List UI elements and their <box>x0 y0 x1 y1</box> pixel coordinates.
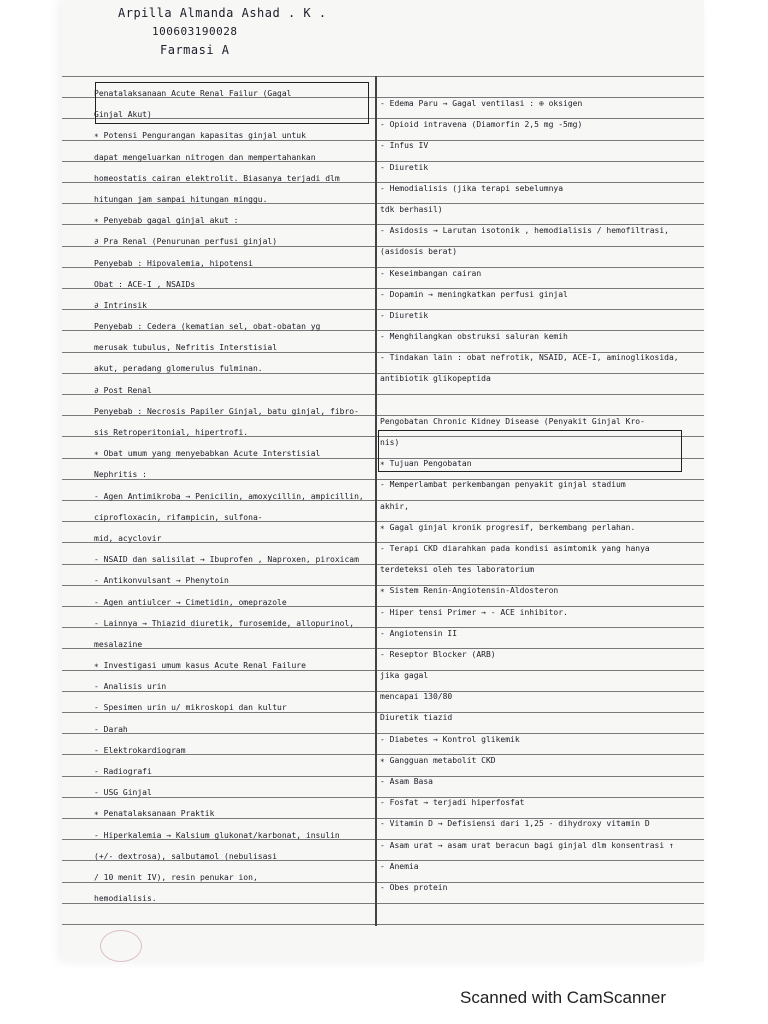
ruled-line <box>62 76 704 77</box>
note-line: - Asidosis → Larutan isotonik , hemodialisis / hemofiltrasi, <box>380 226 669 236</box>
note-line: sis Retroperitonial, hipertrofi. <box>94 428 249 437</box>
note-line: - Reseptor Blocker (ARB) <box>380 649 496 659</box>
note-line: - Memperlambat perkembangan penyakit ginjal stadium <box>380 480 626 490</box>
note-line: Penyebab : Cedera (kematian sel, obat-obatan yg <box>94 322 321 332</box>
page-header <box>118 6 327 62</box>
note-line: homeostatis cairan elektrolit. Biasanya terjadi dlm <box>94 173 340 183</box>
note-line: - Asam urat → asam urat beracun bagi ginjal dlm konsentrasi ↑ <box>380 840 674 850</box>
note-line: ∂ Pra Renal (Penurunan perfusi ginjal) <box>94 237 278 247</box>
note-line: ciprofloxacin, rifampicin, sulfona- <box>94 512 263 522</box>
note-line: - Radiografi <box>94 767 152 776</box>
note-line: - Anemia <box>380 861 419 871</box>
note-line: merusak tubulus, Nefritis Interstisial <box>94 343 278 353</box>
note-line: - Infus IV <box>380 141 429 151</box>
column-divider <box>375 76 377 926</box>
note-line: - Spesimen urin u/ mikroskopi dan kultur <box>94 703 287 713</box>
note-line: - Opioid intravena (Diamorfin 2,5 mg -5mg) <box>380 120 583 130</box>
left-column-notes <box>94 83 374 909</box>
note-line: - Asam Basa <box>380 777 433 786</box>
note-line: - Menghilangkan obstruksi saluran kemih <box>380 332 568 342</box>
note-line: Pengobatan Chronic Kidney Disease (Penyakit Ginjal Kro- <box>380 416 645 426</box>
note-line: hitungan jam sampai hitungan minggu. <box>94 194 268 204</box>
note-line: tdk berhasil) <box>380 204 443 214</box>
note-line: - Diuretik <box>380 310 429 320</box>
note-line: / 10 menit IV), resin penukar ion, <box>94 872 258 882</box>
note-line: - Darah <box>94 724 128 734</box>
note-line: ∗ Penatalaksanaan Praktik <box>94 809 215 819</box>
note-line: - Antikonvulsant → Phenytoin <box>94 576 229 586</box>
note-line: mencapai 130/80 <box>380 692 453 702</box>
note-line: Penyebab : Necrosis Papiler Ginjal, batu ginjal, fibro- <box>94 406 359 416</box>
note-line: - Dopamin → meningkatkan perfusi ginjal <box>380 289 568 299</box>
note-line: - Keseimbangan cairan <box>380 268 482 278</box>
note-line: ∗ Potensi Pengurangan kapasitas ginjal untuk <box>94 131 306 141</box>
note-line: Obat : ACE-I , NSAIDs <box>94 279 196 289</box>
note-line: - Edema Paru → Gagal ventilasi : ⊕ oksigen <box>380 99 583 108</box>
note-line: akut, peradang glomerulus fulminan. <box>94 364 263 374</box>
note-line: ∗ Penyebab gagal ginjal akut : <box>94 216 239 226</box>
note-line: - Hemodialisis (jika terapi sebelumnya <box>380 183 564 193</box>
note-line: - Obes protein <box>380 882 448 892</box>
note-line: jika gagal <box>380 671 429 681</box>
note-line: akhir, <box>380 501 409 511</box>
student-id: 100603190028 <box>152 25 238 38</box>
note-line: - Agen Antimikroba → Penicilin, amoxycillin, ampicillin, <box>94 491 364 501</box>
student-class: Farmasi A <box>160 43 230 57</box>
note-line: nis) <box>380 438 400 447</box>
note-line: (asidosis berat) <box>380 247 458 257</box>
note-line: - NSAID dan salisilat → Ibuprofen , Naproxen, piroxicam <box>94 555 359 565</box>
ruled-line <box>62 924 704 925</box>
note-line: (+/- dextrosa), salbutamol (nebulisasi <box>94 851 278 861</box>
right-column-notes <box>380 93 698 898</box>
note-line: - Terapi CKD diarahkan pada kondisi asimtomik yang hanya <box>380 543 650 553</box>
note-line: ∂ Post Renal <box>94 385 152 395</box>
student-name: Arpilla Almanda Ashad . K . <box>118 6 327 20</box>
note-line: - Tindakan lain : obat nefrotik, NSAID, ACE-I, aminoglikosida, <box>380 353 679 363</box>
note-line: hemodialisis. <box>94 894 157 904</box>
note-line: ∗ Obat umum yang menyebabkan Acute Interstisial <box>94 449 321 459</box>
note-line: Nephritis : <box>94 470 147 480</box>
note-line: - Diuretik <box>380 162 429 172</box>
note-line: ∗ Gagal ginjal kronik progresif, berkembang perlahan. <box>380 522 636 532</box>
note-line: - Agen antiulcer → Cimetidin, omeprazole <box>94 597 287 607</box>
note-line: dapat mengeluarkan nitrogen dan mempertahankan <box>94 152 316 162</box>
note-line: - Analisis urin <box>94 682 167 692</box>
note-line: antibiotik glikopeptida <box>380 374 491 384</box>
note-line: Ginjal Akut) <box>94 110 152 120</box>
note-line: - Angiotensin II <box>380 628 458 638</box>
note-line <box>380 390 698 411</box>
note-line: - Lainnya → Thiazid diuretik, furosemide, allopurinol, <box>94 618 355 628</box>
note-line: terdeteksi oleh tes laboratorium <box>380 565 535 575</box>
note-line: ∂ Intrinsik <box>94 300 147 310</box>
note-line: ∗ Tujuan Pengobatan <box>380 459 472 469</box>
note-line: ∗ Investigasi umum kasus Acute Renal Failure <box>94 661 306 671</box>
note-line: Diuretik tiazid <box>380 713 453 723</box>
note-line: - Vitamin D → Defisiensi dari 1,25 - dihydroxy vitamin D <box>380 819 650 829</box>
note-line: - Hiper tensi Primer → - ACE inhibitor. <box>380 607 568 617</box>
note-line: ∗ Gangguan metabolit CKD <box>380 755 496 765</box>
note-line: ∗ Sistem Renin-Angiotensin-Aldosteron <box>380 586 559 596</box>
note-line: - Hiperkalemia → Kalsium glukonat/karbonat, insulin <box>94 830 340 840</box>
logo-stamp <box>100 930 142 962</box>
scanner-watermark: Scanned with CamScanner <box>460 988 667 1007</box>
note-line: - Fosfat → terjadi hiperfosfat <box>380 798 525 808</box>
note-line: - Diabetes → Kontrol glikemik <box>380 734 520 744</box>
note-line: mesalazine <box>94 639 143 649</box>
note-line: Penyebab : Hipovalemia, hipotensi <box>94 258 253 268</box>
note-line: - Elektrokardiogram <box>94 745 186 755</box>
note-line: mid, acyclovir <box>94 533 162 543</box>
note-line: Penatalaksanaan Acute Renal Failur (Gagal <box>94 89 292 98</box>
note-line: - USG Ginjal <box>94 788 152 798</box>
